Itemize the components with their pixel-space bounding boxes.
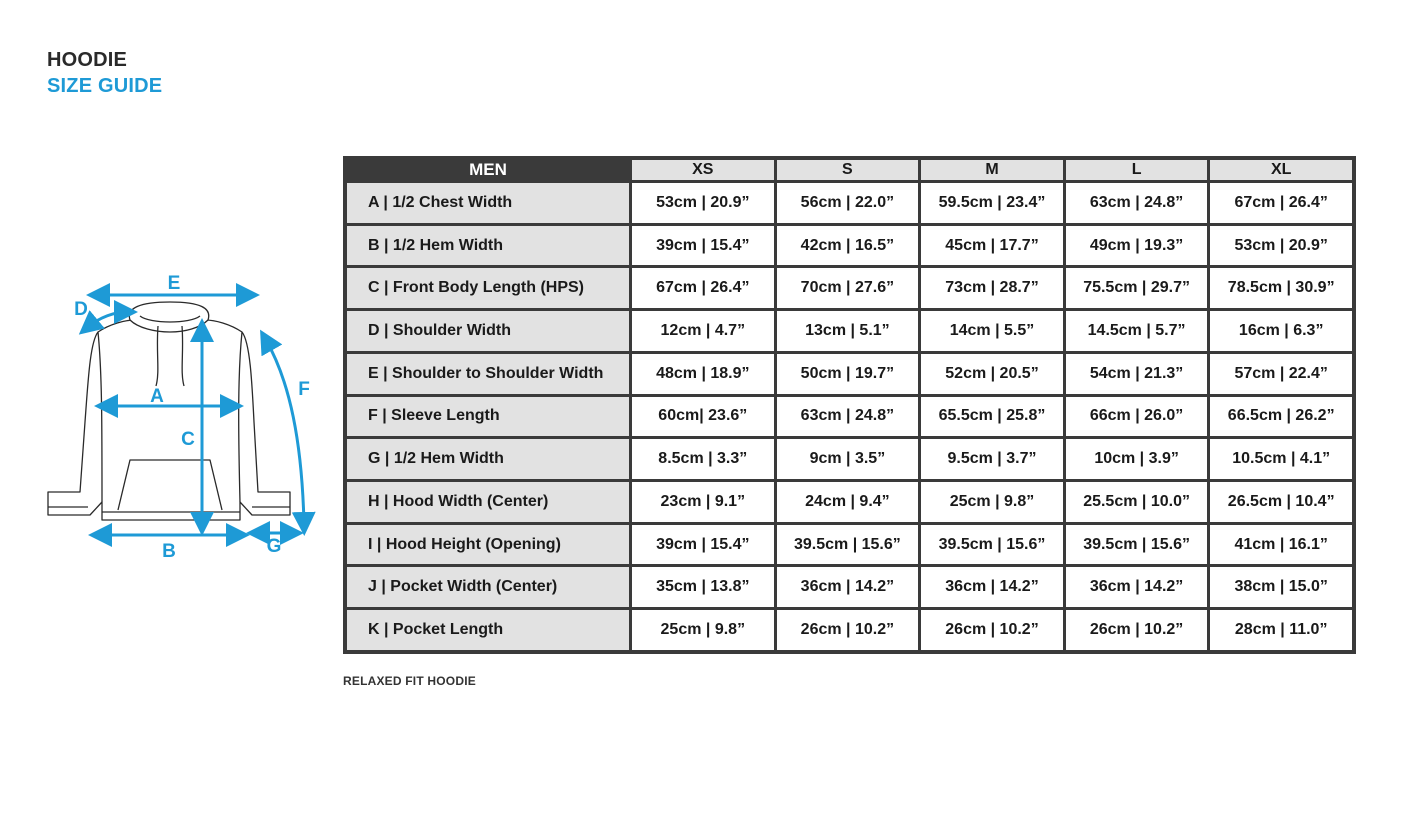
measurement-value: 36cm | 14.2” xyxy=(1066,567,1208,607)
table-row xyxy=(347,268,1352,308)
measurement-value: 14.5cm | 5.7” xyxy=(1066,311,1208,351)
measurement-label: G | 1/2 Hem Width xyxy=(347,439,629,479)
measurement-value: 78.5cm | 30.9” xyxy=(1210,268,1352,308)
hoodie-diagram xyxy=(40,262,330,562)
table-row xyxy=(347,567,1352,607)
label-c: C xyxy=(181,429,195,450)
measurement-value: 52cm | 20.5” xyxy=(921,354,1063,394)
measurement-value: 63cm | 24.8” xyxy=(1066,183,1208,223)
measurement-value: 39.5cm | 15.6” xyxy=(777,525,919,565)
measurement-value: 28cm | 11.0” xyxy=(1210,610,1352,650)
table-row xyxy=(347,183,1352,223)
page-title-block xyxy=(47,47,162,99)
measurement-value: 39cm | 15.4” xyxy=(632,525,774,565)
measurement-value: 50cm | 19.7” xyxy=(777,354,919,394)
measurement-label: D | Shoulder Width xyxy=(347,311,629,351)
measurement-value: 36cm | 14.2” xyxy=(777,567,919,607)
measurement-value: 23cm | 9.1” xyxy=(632,482,774,522)
table-row xyxy=(347,226,1352,266)
measurement-value: 9cm | 3.5” xyxy=(777,439,919,479)
label-b: B xyxy=(162,541,176,562)
measurement-value: 10.5cm | 4.1” xyxy=(1210,439,1352,479)
measurement-value: 26cm | 10.2” xyxy=(777,610,919,650)
hoodie-outline xyxy=(48,302,290,520)
measurement-value: 66.5cm | 26.2” xyxy=(1210,397,1352,437)
measurement-value: 54cm | 21.3” xyxy=(1066,354,1208,394)
measurement-value: 70cm | 27.6” xyxy=(777,268,919,308)
page-title: HOODIE xyxy=(47,49,128,71)
measurement-value: 10cm | 3.9” xyxy=(1066,439,1208,479)
size-header: M xyxy=(921,160,1063,180)
measurement-value: 14cm | 5.5” xyxy=(921,311,1063,351)
measurement-value: 39cm | 15.4” xyxy=(632,226,774,266)
table-corner-men: MEN xyxy=(347,160,629,180)
table-row xyxy=(347,354,1352,394)
size-header-row xyxy=(347,160,1352,180)
measurement-value: 9.5cm | 3.7” xyxy=(921,439,1063,479)
measurement-value: 16cm | 6.3” xyxy=(1210,311,1352,351)
measurement-label: E | Shoulder to Shoulder Width xyxy=(347,354,629,394)
measurement-value: 57cm | 22.4” xyxy=(1210,354,1352,394)
measurement-label: B | 1/2 Hem Width xyxy=(347,226,629,266)
label-a: A xyxy=(150,386,164,407)
fit-note: RELAXED FIT HOODIE xyxy=(343,674,476,688)
measurement-value: 38cm | 15.0” xyxy=(1210,567,1352,607)
measurement-value: 42cm | 16.5” xyxy=(777,226,919,266)
measurement-value: 53cm | 20.9” xyxy=(632,183,774,223)
label-e: E xyxy=(167,273,181,294)
table-row xyxy=(347,397,1352,437)
measurement-label: F | Sleeve Length xyxy=(347,397,629,437)
measurement-value: 39.5cm | 15.6” xyxy=(1066,525,1208,565)
label-d: D xyxy=(74,299,88,320)
measurement-value: 13cm | 5.1” xyxy=(777,311,919,351)
measurement-label: A | 1/2 Chest Width xyxy=(347,183,629,223)
size-table-frame xyxy=(343,156,1356,654)
measurement-value: 59.5cm | 23.4” xyxy=(921,183,1063,223)
measurement-value: 39.5cm | 15.6” xyxy=(921,525,1063,565)
measurement-value: 67cm | 26.4” xyxy=(632,268,774,308)
measurement-value: 53cm | 20.9” xyxy=(1210,226,1352,266)
table-row xyxy=(347,439,1352,479)
measurement-value: 65.5cm | 25.8” xyxy=(921,397,1063,437)
measurement-value: 67cm | 26.4” xyxy=(1210,183,1352,223)
table-row xyxy=(347,610,1352,650)
measurement-value: 26cm | 10.2” xyxy=(921,610,1063,650)
measurement-value: 25cm | 9.8” xyxy=(632,610,774,650)
measurement-value: 45cm | 17.7” xyxy=(921,226,1063,266)
measurement-value: 35cm | 13.8” xyxy=(632,567,774,607)
page-subtitle: SIZE GUIDE xyxy=(47,75,163,97)
measurement-label: K | Pocket Length xyxy=(347,610,629,650)
measurement-value: 75.5cm | 29.7” xyxy=(1066,268,1208,308)
size-table xyxy=(344,157,1355,653)
measurement-label: I | Hood Height (Opening) xyxy=(347,525,629,565)
measurement-value: 73cm | 28.7” xyxy=(921,268,1063,308)
measurement-value: 36cm | 14.2” xyxy=(921,567,1063,607)
measurement-value: 25.5cm | 10.0” xyxy=(1066,482,1208,522)
size-header: XS xyxy=(632,160,774,180)
size-header: XL xyxy=(1210,160,1352,180)
measurement-value: 66cm | 26.0” xyxy=(1066,397,1208,437)
size-header: L xyxy=(1066,160,1208,180)
measurement-value: 24cm | 9.4” xyxy=(777,482,919,522)
measurement-label: C | Front Body Length (HPS) xyxy=(347,268,629,308)
measurement-value: 63cm | 24.8” xyxy=(777,397,919,437)
measurement-value: 25cm | 9.8” xyxy=(921,482,1063,522)
label-f: F xyxy=(298,379,310,400)
table-row xyxy=(347,311,1352,351)
measurement-value: 41cm | 16.1” xyxy=(1210,525,1352,565)
table-row xyxy=(347,525,1352,565)
measurement-value: 48cm | 18.9” xyxy=(632,354,774,394)
measurement-label: H | Hood Width (Center) xyxy=(347,482,629,522)
measurement-value: 60cm| 23.6” xyxy=(632,397,774,437)
size-header: S xyxy=(777,160,919,180)
measurement-value: 12cm | 4.7” xyxy=(632,311,774,351)
measurement-value: 56cm | 22.0” xyxy=(777,183,919,223)
table-row xyxy=(347,482,1352,522)
measurement-value: 49cm | 19.3” xyxy=(1066,226,1208,266)
label-g: G xyxy=(266,536,282,557)
measurement-value: 26cm | 10.2” xyxy=(1066,610,1208,650)
measurement-value: 26.5cm | 10.4” xyxy=(1210,482,1352,522)
measurement-label: J | Pocket Width (Center) xyxy=(347,567,629,607)
measurement-value: 8.5cm | 3.3” xyxy=(632,439,774,479)
